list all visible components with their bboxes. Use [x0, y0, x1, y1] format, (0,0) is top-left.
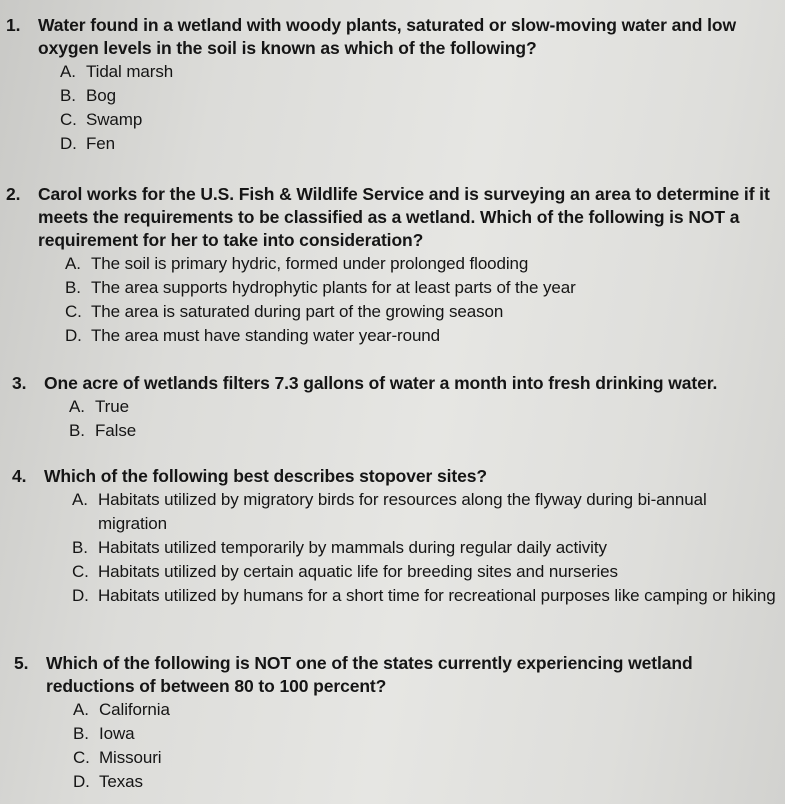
answer-options — [0, 395, 780, 443]
answer-options — [0, 252, 780, 348]
option-b[interactable] — [0, 722, 780, 746]
question-number: 2. — [6, 184, 21, 204]
question-text: Carol works for the U.S. Fish & Wildlife Service and is surveying an area to determine if it meets the requirements to be classified as a wetland. Which of the following is NOT a requirement for her to take into consideration? — [38, 184, 770, 250]
option-letter: C. — [60, 110, 77, 129]
option-text: True — [95, 397, 129, 416]
option-a[interactable] — [0, 60, 780, 84]
answer-options — [0, 488, 780, 608]
option-text: Habitats utilized temporarily by mammals during regular daily activity — [98, 538, 607, 557]
question-stem — [0, 465, 780, 488]
answer-options — [0, 698, 780, 794]
question-stem — [0, 14, 780, 60]
question-number: 3. — [12, 373, 27, 393]
option-letter: B. — [73, 724, 89, 743]
option-letter: D. — [72, 586, 89, 605]
question-stem — [0, 652, 780, 698]
option-text: Fen — [86, 134, 115, 153]
option-text: Iowa — [99, 724, 135, 743]
question-text: One acre of wetlands filters 7.3 gallons of water a month into fresh drinking water. — [44, 373, 718, 393]
option-b[interactable] — [0, 276, 780, 300]
option-letter: D. — [60, 134, 77, 153]
option-text: Bog — [86, 86, 116, 105]
option-text: Habitats utilized by certain aquatic life for breeding sites and nurseries — [98, 562, 618, 581]
option-d[interactable] — [0, 324, 780, 348]
option-text: The area is saturated during part of the growing season — [91, 302, 504, 321]
option-b[interactable] — [0, 536, 780, 560]
option-letter: B. — [72, 538, 88, 557]
option-letter: B. — [69, 421, 85, 440]
option-text: California — [99, 700, 170, 719]
option-d[interactable] — [0, 770, 780, 794]
option-letter: A. — [69, 397, 85, 416]
option-text: Tidal marsh — [86, 62, 174, 81]
option-letter: C. — [72, 562, 89, 581]
option-text: Missouri — [99, 748, 162, 767]
option-text: False — [95, 421, 137, 440]
option-a[interactable] — [0, 698, 780, 722]
question-5 — [0, 652, 780, 794]
option-text: Habitats utilized by humans for a short time for recreational purposes like camping or hiking — [98, 586, 776, 605]
option-text: Habitats utilized by migratory birds for resources along the flyway during bi-annual migration — [98, 490, 707, 533]
question-text: Which of the following is NOT one of the states currently experiencing wetland reductions of between 80 to 100 percent? — [46, 653, 693, 696]
option-letter: B. — [65, 278, 81, 297]
option-c[interactable] — [0, 746, 780, 770]
question-stem — [0, 372, 780, 395]
option-text: The soil is primary hydric, formed under prolonged flooding — [91, 254, 529, 273]
option-d[interactable] — [0, 132, 780, 156]
question-1 — [0, 14, 780, 156]
question-number: 5. — [14, 653, 29, 673]
option-b[interactable] — [0, 419, 780, 443]
option-a[interactable] — [0, 395, 780, 419]
option-c[interactable] — [0, 300, 780, 324]
option-letter: B. — [60, 86, 76, 105]
question-text: Water found in a wetland with woody plants, saturated or slow-moving water and low oxygen levels in the soil is known as which of the following? — [38, 15, 737, 58]
option-letter: D. — [65, 326, 82, 345]
answer-options — [0, 60, 780, 156]
option-c[interactable] — [0, 108, 780, 132]
question-number: 1. — [6, 15, 21, 35]
option-text: Texas — [99, 772, 143, 791]
option-a[interactable] — [0, 252, 780, 276]
question-2 — [0, 183, 780, 348]
option-letter: A. — [72, 490, 88, 509]
option-letter: A. — [65, 254, 81, 273]
option-letter: A. — [60, 62, 76, 81]
question-text: Which of the following best describes stopover sites? — [44, 466, 487, 486]
option-c[interactable] — [0, 560, 780, 584]
question-4 — [0, 465, 780, 608]
option-text: Swamp — [86, 110, 143, 129]
question-number: 4. — [12, 466, 27, 486]
option-letter: D. — [73, 772, 90, 791]
option-b[interactable] — [0, 84, 780, 108]
option-d[interactable] — [0, 584, 780, 608]
option-letter: A. — [73, 700, 89, 719]
option-letter: C. — [65, 302, 82, 321]
option-text: The area supports hydrophytic plants for at least parts of the year — [91, 278, 576, 297]
option-letter: C. — [73, 748, 90, 767]
question-stem — [0, 183, 780, 252]
option-text: The area must have standing water year-round — [91, 326, 441, 345]
option-a[interactable] — [0, 488, 780, 536]
question-3 — [0, 372, 780, 443]
